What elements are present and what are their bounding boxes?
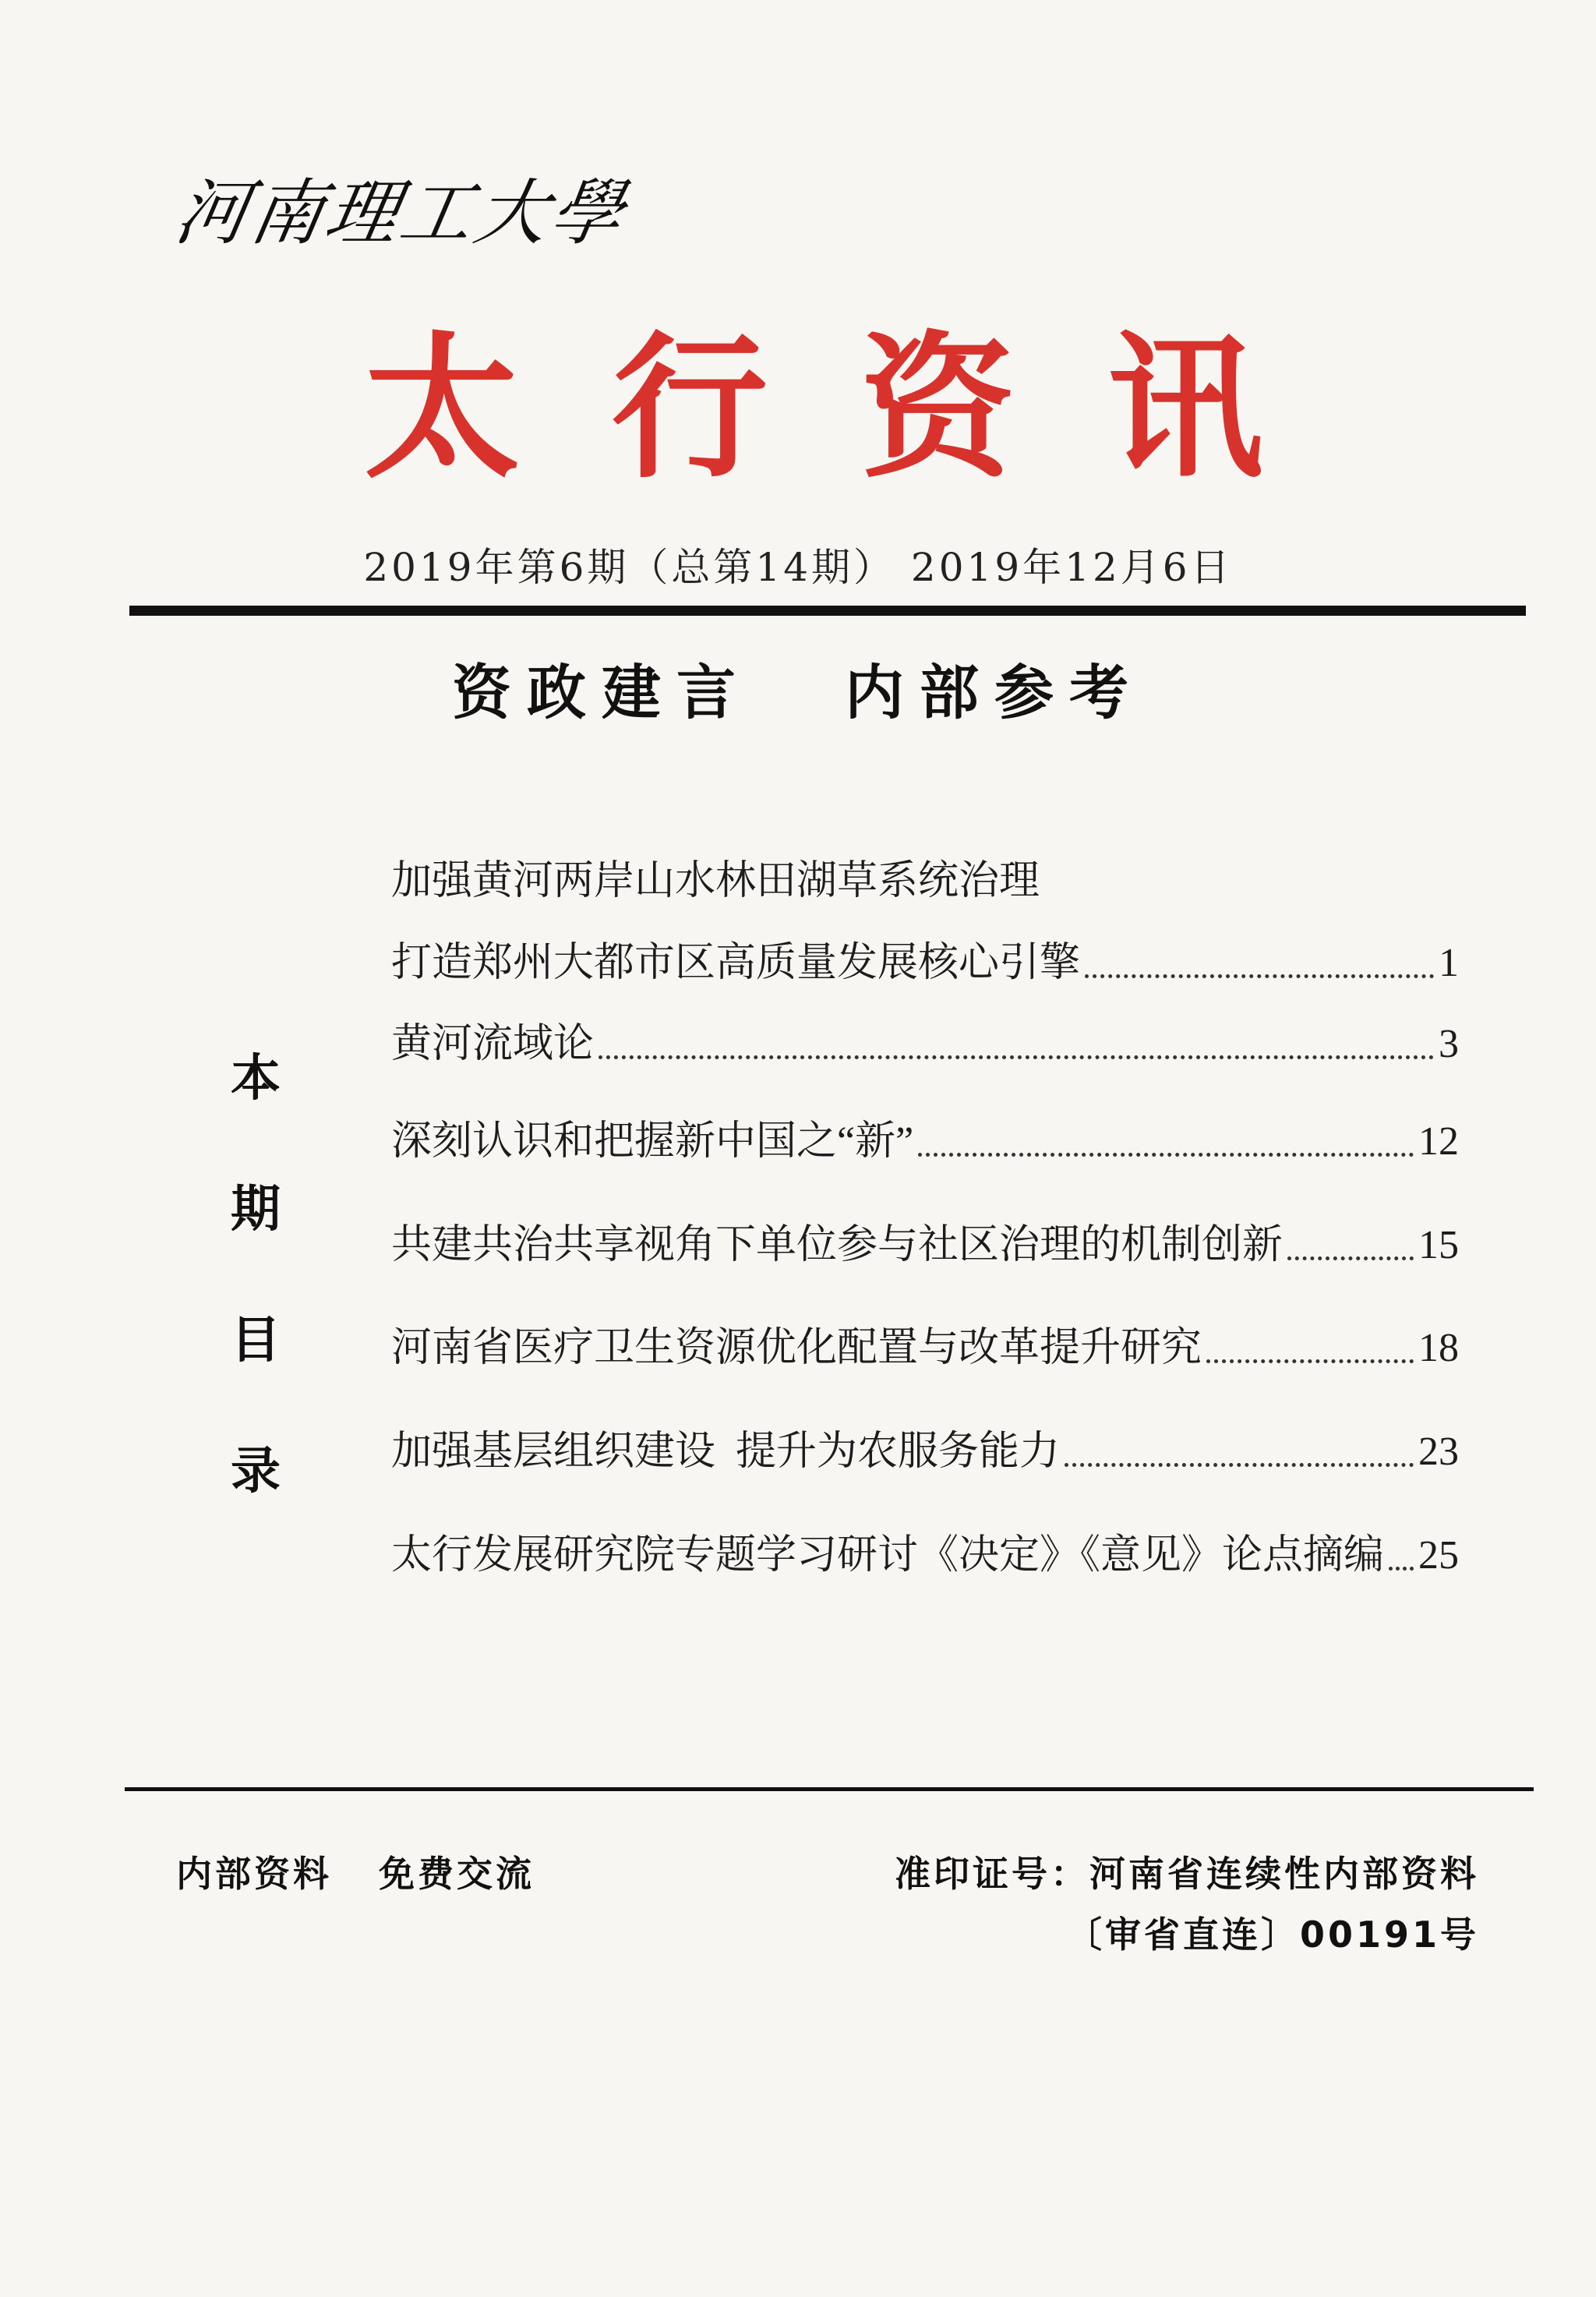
- toc-item-page: 18: [1418, 1326, 1459, 1370]
- toc-item-page: 25: [1418, 1533, 1459, 1578]
- toc-item-title: 太行发展研究院专题学习研讨《决定》《意见》论点摘编: [391, 1533, 1385, 1578]
- toc-item-title: 河南省医疗卫生资源优化配置与改革提升研究: [391, 1326, 1202, 1370]
- toc-item-page: 12: [1418, 1119, 1459, 1164]
- masthead-char: 行: [611, 318, 768, 500]
- toc-item-page: 23: [1418, 1429, 1459, 1474]
- toc-item[interactable]: [391, 1019, 1459, 1070]
- toc-item[interactable]: [391, 1220, 1459, 1271]
- toc-item-title: 打造郑州大都市区高质量发展核心引擎: [391, 941, 1081, 985]
- footer-left: 内部资料 免费交流: [176, 1853, 535, 1895]
- issue-line: 2019年第6期（总第14期） 2019年12月6日: [363, 545, 1233, 590]
- toc-vertical-label: [224, 1013, 287, 1537]
- footer-permit: 准印证号：河南省连续性内部资料: [895, 1853, 1479, 1895]
- toc-leader: [598, 1055, 1434, 1059]
- university-logo: 河南理工大學: [169, 171, 634, 255]
- toc-item-title: 加强基层组织建设 提升为农服务能力: [391, 1429, 1061, 1474]
- slogan-left: 资政建言: [452, 658, 751, 727]
- toc-leader: [918, 1152, 1414, 1157]
- toc-leader: [1389, 1566, 1414, 1571]
- masthead-char: 资: [860, 318, 1016, 500]
- masthead-char: 太: [363, 318, 520, 500]
- toc-label-char: 本: [231, 1050, 281, 1108]
- toc-item[interactable]: [391, 938, 1459, 989]
- toc-item-page: 1: [1439, 941, 1459, 985]
- toc-item-page: 15: [1418, 1223, 1459, 1267]
- bottom-rule: [125, 1787, 1534, 1791]
- toc-item[interactable]: [391, 1426, 1459, 1478]
- slogan-right: 内部参考: [845, 658, 1144, 727]
- masthead-title: [0, 308, 1596, 511]
- top-rule: [129, 606, 1526, 616]
- toc-leader: [1206, 1359, 1414, 1363]
- masthead-char: 讯: [1107, 318, 1264, 500]
- toc-label-char: 期: [231, 1181, 281, 1239]
- toc-item-title: 黄河流域论: [391, 1022, 595, 1066]
- footer-permit-number: 〔审省直连〕00191号: [1065, 1914, 1479, 1956]
- toc-leader: [1065, 1462, 1414, 1467]
- toc-leader: [1287, 1256, 1414, 1260]
- toc-item[interactable]: [391, 1323, 1459, 1374]
- toc-leader: [1085, 974, 1434, 978]
- slogans: [0, 645, 1596, 730]
- toc-item-title: 共建共治共享视角下单位参与社区治理的机制创新: [391, 1223, 1284, 1267]
- toc-item[interactable]: [391, 856, 1459, 907]
- toc-label-char: 录: [231, 1443, 281, 1500]
- toc-label-char: 目: [231, 1312, 281, 1369]
- toc-item[interactable]: [391, 1116, 1459, 1168]
- toc-item-page: 3: [1439, 1022, 1459, 1066]
- toc-item-title: 深刻认识和把握新中国之“新”: [391, 1119, 914, 1164]
- toc-item[interactable]: [391, 1530, 1459, 1581]
- toc-item-title: 加强黄河两岸山水林田湖草系统治理: [391, 859, 1040, 903]
